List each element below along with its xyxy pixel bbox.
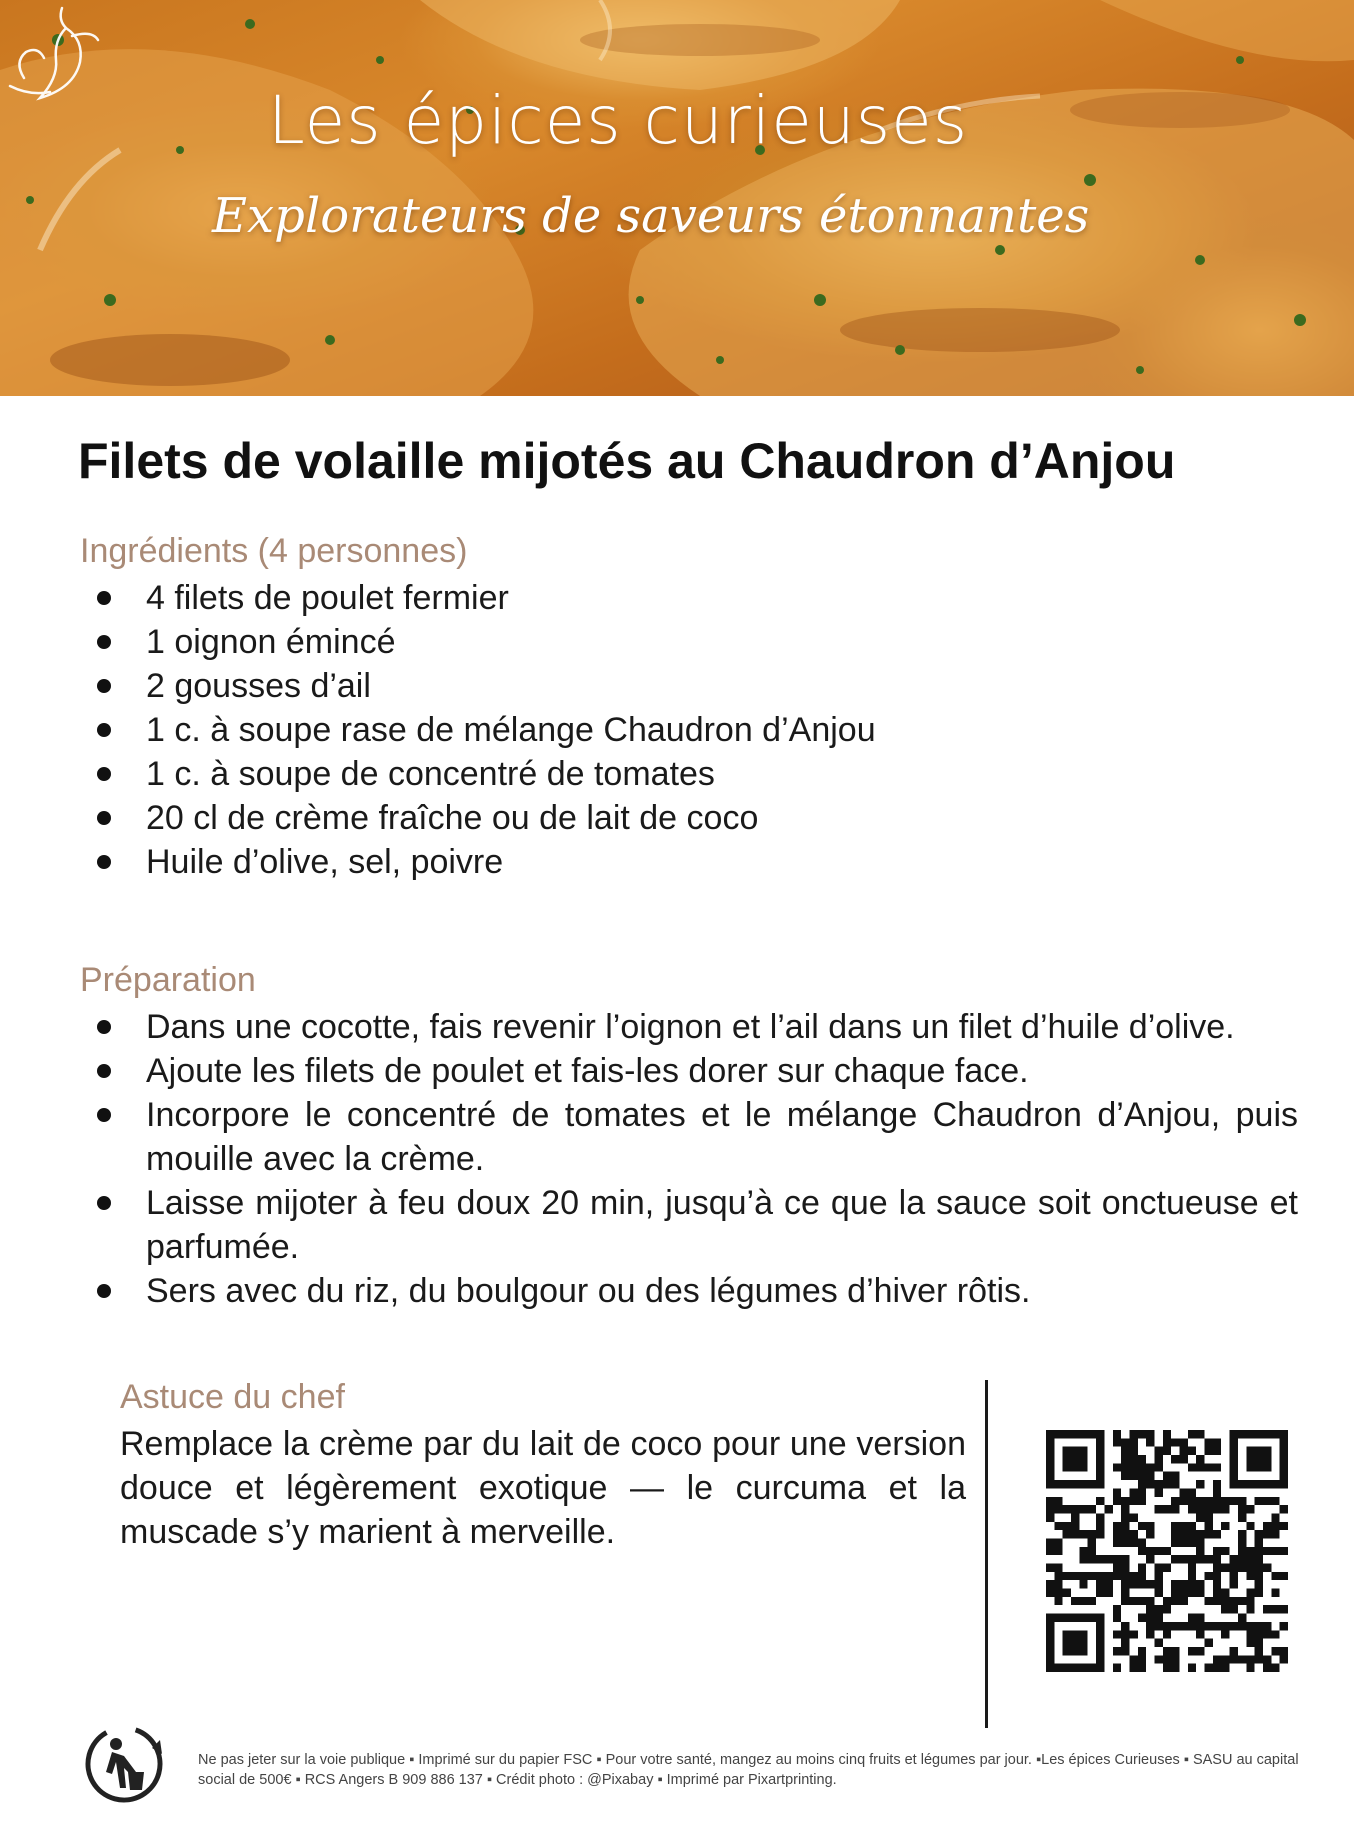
list-item xyxy=(80,840,1298,884)
step-text: Incorpore le concentré de tomates et le mélange Chaudron d’Anjou, puis mouille avec la crème. xyxy=(146,1096,1298,1178)
ingredient-text: 1 c. à soupe de concentré de tomates xyxy=(146,755,715,793)
chef-tip-heading: Astuce du chef xyxy=(120,1378,345,1416)
ingredient-text: 1 c. à soupe rase de mélange Chaudron d’Anjou xyxy=(146,711,876,749)
bullet-icon xyxy=(97,679,111,693)
bullet-icon xyxy=(97,1020,111,1034)
preparation-list xyxy=(80,1005,1298,1313)
chili-pepper-icon xyxy=(0,0,110,110)
qr-code[interactable] xyxy=(1046,1430,1288,1672)
list-item xyxy=(80,1269,1298,1313)
preparation-heading: Préparation xyxy=(80,961,256,999)
ingredient-text: 20 cl de crème fraîche ou de lait de coco xyxy=(146,799,759,837)
ingredient-text: Huile d’olive, sel, poivre xyxy=(146,843,504,881)
list-item xyxy=(80,1049,1298,1093)
recipe-title: Filets de volaille mijotés au Chaudron d’Anjou xyxy=(78,433,1176,489)
list-item xyxy=(80,664,1298,708)
list-item xyxy=(80,1181,1298,1269)
bullet-icon xyxy=(97,723,111,737)
step-text: Dans une cocotte, fais revenir l’oignon et l’ail dans un filet d’huile d’olive. xyxy=(146,1008,1235,1046)
recycling-person-icon xyxy=(82,1722,166,1806)
brand-tagline: Explorateurs de saveurs étonnantes xyxy=(212,188,1090,244)
footer-legal: Ne pas jeter sur la voie publique ▪ Imprimé sur du papier FSC ▪ Pour votre santé, mangez au moins cinq fruits et légumes par jour. ▪Les épices Curieuses ▪ SASU au capital social de 500€ ▪ RCS Angers B 909 886 137 ▪ Crédit photo : @Pixabay ▪ Imprimé par Pixartprinting. xyxy=(198,1752,1299,1788)
list-item xyxy=(80,752,1298,796)
header-photo xyxy=(0,0,1354,396)
list-item xyxy=(80,796,1298,840)
ingredient-text: 2 gousses d’ail xyxy=(146,667,371,705)
list-item xyxy=(80,708,1298,752)
ingredient-text: 4 filets de poulet fermier xyxy=(146,579,509,617)
bullet-icon xyxy=(97,1108,111,1122)
bullet-icon xyxy=(97,855,111,869)
list-item xyxy=(80,1093,1298,1181)
bullet-icon xyxy=(97,635,111,649)
list-item xyxy=(80,1005,1298,1049)
bullet-icon xyxy=(97,1284,111,1298)
step-text: Laisse mijoter à feu doux 20 min, jusqu’à ce que la sauce soit onctueuse et parfumée. xyxy=(146,1184,1298,1266)
chef-tip-text: Remplace la crème par du lait de coco pour une version douce et légèrement exotique — le curcuma et la muscade s’y marient à merveille. xyxy=(120,1425,966,1551)
bullet-icon xyxy=(97,591,111,605)
ingredients-heading: Ingrédients (4 personnes) xyxy=(80,532,468,570)
list-item xyxy=(80,620,1298,664)
ingredient-text: 1 oignon émincé xyxy=(146,623,396,661)
bullet-icon xyxy=(97,1196,111,1210)
bullet-icon xyxy=(97,1064,111,1078)
brand-name: Les épices curieuses xyxy=(268,82,969,159)
bullet-icon xyxy=(97,767,111,781)
list-item xyxy=(80,576,1298,620)
step-text: Sers avec du riz, du boulgour ou des légumes d’hiver rôtis. xyxy=(146,1272,1031,1310)
step-text: Ajoute les filets de poulet et fais-les dorer sur chaque face. xyxy=(146,1052,1029,1090)
vertical-divider xyxy=(985,1380,988,1728)
ingredients-list xyxy=(80,576,1298,884)
bullet-icon xyxy=(97,811,111,825)
